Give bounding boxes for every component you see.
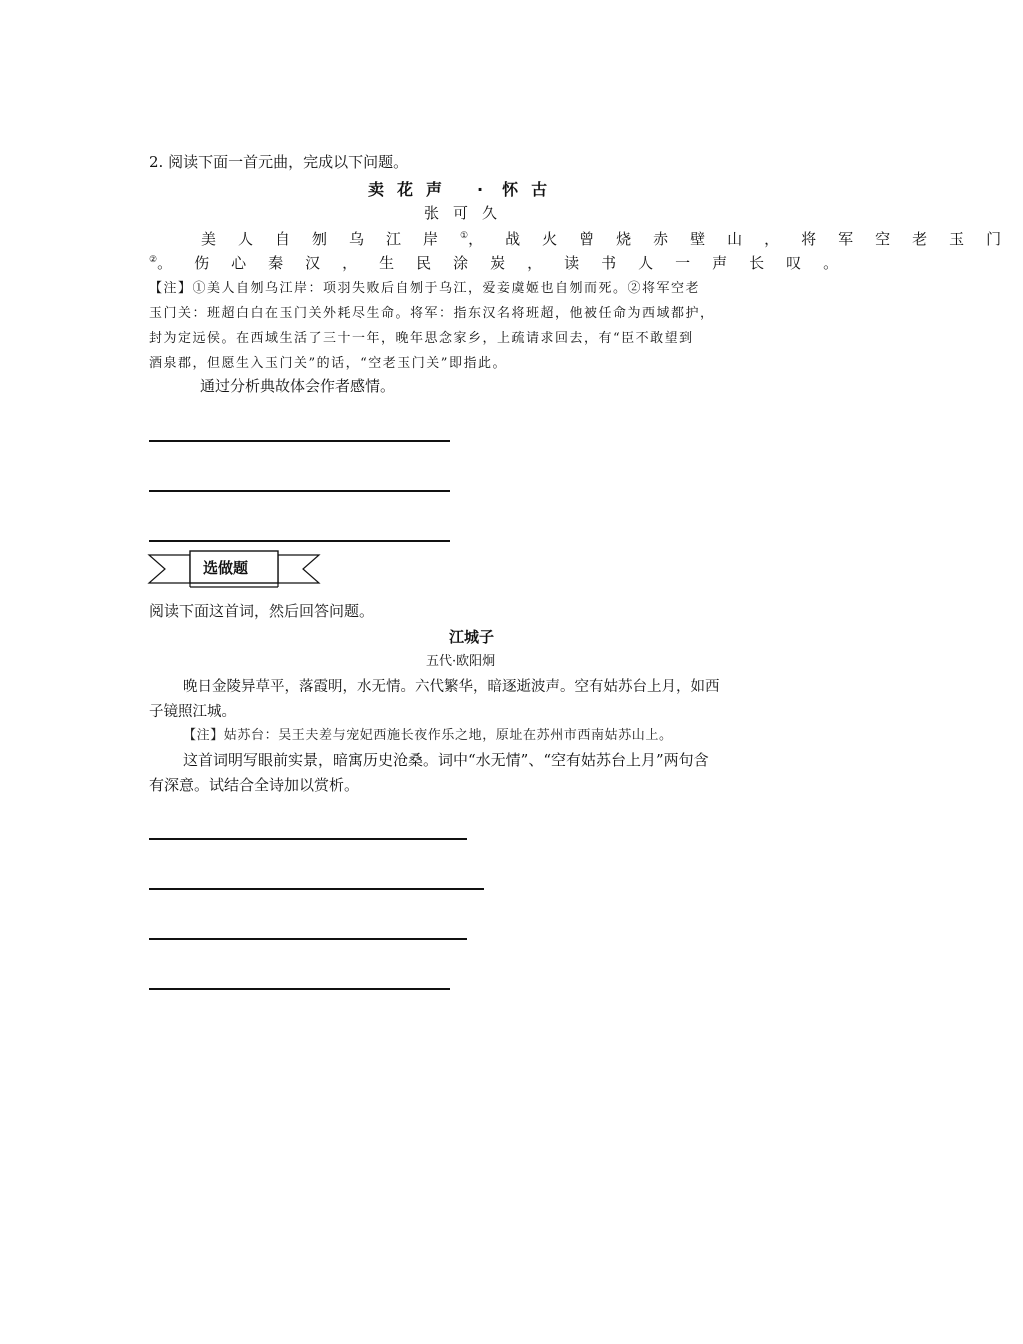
question-prompt: 2. 阅读下面一首元曲，完成以下问题。 [149, 153, 409, 171]
answer-line[interactable] [149, 440, 450, 442]
answer-line[interactable] [149, 938, 467, 940]
poem-title: 江城子 [449, 628, 495, 646]
poem-author: 五代·欧阳炯 [426, 654, 496, 669]
poem-author: 张可久 [424, 204, 512, 222]
answer-line[interactable] [149, 490, 450, 492]
footnote-mark-1: ① [460, 231, 469, 241]
footnote-mark-2: ② [149, 255, 158, 265]
poem-line: 晚日金陵异草平，落霞明，水无情。六代繁华，暗逐逝波声。空有姑苏台上月，如西 [183, 679, 720, 695]
answer-line[interactable] [149, 988, 450, 990]
poem-title-dot: · [477, 180, 497, 199]
poem-line-1: 美人自刎乌江岸①，战火曾烧赤壁山，将军空老玉门 [201, 230, 1023, 248]
note-line: 玉门关：班超白白在玉门关外耗尽生命。将军：指东汉名将班超，他被任命为西域都护， [149, 306, 715, 321]
note-line: 封为定远侯。在西域生活了三十一年，晚年思念家乡，上疏请求回去，有“臣不敢望到 [149, 331, 694, 346]
question-task: 有深意。试结合全诗加以赏析。 [149, 776, 360, 794]
poem-title-part-a: 卖花声 [368, 180, 456, 199]
question-task: 通过分析典故体会作者感情。 [200, 377, 396, 395]
note-line: 酒泉郡，但愿生入玉门关”的话，“空老玉门关”即指此。 [149, 356, 507, 371]
answer-line[interactable] [149, 540, 450, 542]
note-line: 【注】①美人自刎乌江岸：项羽失败后自刎于乌江，爱妾虞姬也自刎而死。②将军空老 [149, 281, 701, 296]
poem-title-part-b: 怀古 [502, 180, 561, 199]
optional-section-label: 选做题 [203, 559, 249, 577]
answer-line[interactable] [149, 888, 484, 890]
answer-line[interactable] [149, 838, 467, 840]
note-line: 【注】姑苏台：吴王夫差与宠妃西施长夜作乐之地，原址在苏州市西南姑苏山上。 [183, 728, 673, 743]
question-task: 这首词明写眼前实景，暗寓历史沧桑。词中“水无情”、“空有姑苏台上月”两句含 [183, 751, 709, 769]
question-prompt: 阅读下面这首词，然后回答问题。 [149, 602, 375, 620]
poem-line-2: ②。伤心秦汉，生民涂炭，读书人一声长叹。 [149, 254, 861, 272]
poem-title [368, 177, 560, 200]
poem-line: 子镜照江城。 [149, 704, 236, 720]
